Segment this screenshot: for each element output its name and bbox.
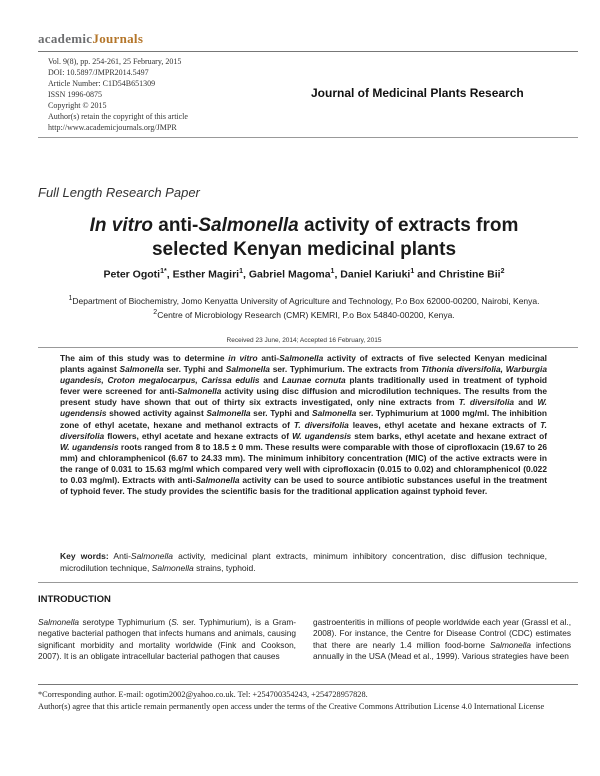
copyright-note-line: Author(s) retain the copyright of this article: [48, 112, 188, 121]
author: Daniel Kariuki: [340, 268, 411, 281]
author: Peter Ogoti: [103, 268, 161, 281]
abstract-rule: [38, 347, 578, 348]
doi-line: DOI: 10.5897/JMPR2014.5497: [48, 68, 149, 77]
affiliations: $^1$Department of Biochemistry, Jomo Kenyatta University of Agriculture and Technology, P.o Box 62000-00200, Nairobi, Kenya. $^2$Centre of Microbiology Research (CMR) KEMRI, P.o Box 54840-00200, Kenya.: [68, 295, 540, 320]
received-dates: Received 23 June, 2014; Accepted 16 February, 2015: [226, 337, 382, 344]
article-metadata: [48, 56, 188, 133]
footnote: *Corresponding author. E-mail: ogotim2002@yahoo.co.uk. Tel: +254700354243, +254728957828. Author(s) agree that this article remain permanently open access under the terms of the Creative Commons Attribution License 4.0 International License: [38, 689, 578, 712]
publisher-logo: academicJournals: [38, 31, 144, 46]
author-list: Peter Ogoti$^{1*}$, Esther Magiri$^1$, Gabriel Magoma$^1$, Daniel Kariuki$^1$ and Christine Bii$^2$: [103, 268, 505, 281]
copyright-line: Copyright © 2015: [48, 101, 107, 110]
affiliation-2: Centre of Microbiology Research (CMR) KEMRI, P.o Box 54840-00200, Kenya.: [157, 309, 455, 320]
header-rule-top: [38, 51, 578, 52]
issn-line: ISSN 1996-0875: [48, 90, 103, 99]
affiliation-1: Department of Biochemistry, Jomo Kenyatta University of Agriculture and Technology, P.o Box 62000-00200, Nairobi, Kenya.: [72, 295, 540, 306]
journal-url-link[interactable]: http://www.academicjournals.org/JMPR: [48, 123, 177, 132]
paper-type: Full Length Research Paper: [38, 185, 200, 200]
author: Esther Magiri: [172, 268, 240, 281]
paper-title: In vitro anti-Salmonella activity of extracts from selected Kenyan medicinal plants: [89, 215, 519, 260]
abstract: The aim of this study was to determine in vitro anti-Salmonella activity of extracts of five selected Kenyan medicinal plants against Salmonella ser. Typhi and Salmonella ser. Typhimurium. The extracts from Tithonia diversifolia, Warburgia ugandesis, Croton megalocarpus, Carissa edulis and Launae cornuta plants traditionally used in treatment of typhoid fever were screened for anti-Salmonella activity using disc diffusion and microdilution techniques. The results from the present study have shown that out of thirty six extracts investigated, only nine extracts from T. diversifolia and W. ugendensis showed activity against Salmonella ser. Typhi and Salmonella ser. Typhimurium at 1000 mg/ml. The inhibition zone of ethyl acetate, hexane and methanol extracts of T. diversifolia leaves, ethyl acetate and hexane extracts of T. diversifolia flowers, ethyl acetate and hexane extracts of W. ugandensis stem barks, ethyl acetate and hexane extract of W. ugandensis roots ranged from 8 to 18.5 ± 0 mm. These results were comparable with those of ciprofloxacin (19.67 to 26 mm) and chloramphenicol (6.67 to 24.33 mm). The minimum inhibitory concentration (MIC) of the active extracts were in the range of 0.031 to 15.63 mg/ml which compared very well with ciprofloxacin (0.015 to 0.02) and chloramphenicol (0.022 to 0.03 mg/ml). Extracts with anti-Salmonella activity can be used to source antibiotic substances useful in the treatment of typhoid fever. The study provides the scientific basis for the traditional application against typhoid fever.: [60, 353, 548, 497]
introduction-heading: INTRODUCTION: [38, 594, 111, 605]
article-number-line: Article Number: C1D54B651309: [48, 79, 156, 88]
keywords-rule: [38, 582, 578, 583]
author: Christine Bii: [438, 268, 501, 281]
author: Gabriel Magoma: [248, 268, 331, 281]
header-rule-bottom: [38, 137, 578, 138]
journal-name: Journal of Medicinal Plants Research: [311, 86, 524, 100]
volume-line: Vol. 9(8), pp. 254-261, 25 February, 2015: [48, 57, 182, 66]
introduction-column-right: gastroenteritis in millions of people worldwide each year (Grassl et al., 2008). For instance, the Centre for Disease Control (CDC) estimates that there are nearly 1.4 million food-borne Salmonella infections annually in the USA (Mead et al., 1999). Various strategies have been: [313, 617, 572, 662]
corresponding-author: *Corresponding author. E-mail: ogotim2002@yahoo.co.uk. Tel: +254700354243, +254728957828.: [38, 690, 368, 699]
keywords: Key words: Anti-Salmonella activity, medicinal plant extracts, minimum inhibitory concentration, disc diffusion technique, microdilution technique, Salmonella strains, typhoid.: [60, 551, 547, 573]
introduction-column-left: Salmonella serotype Typhimurium (S. ser. Typhimurium), is a Gram-negative bacterial pathogen that infects humans and animals, causing significant morbidity and mortality worldwide (Fink and Cookson, 2007). It is an obligate intracellular bacterial pathogen that causes: [38, 617, 296, 662]
footnote-rule: [38, 684, 578, 685]
license-link[interactable]: Creative Commons Attribution License 4.0 International License: [328, 701, 545, 711]
